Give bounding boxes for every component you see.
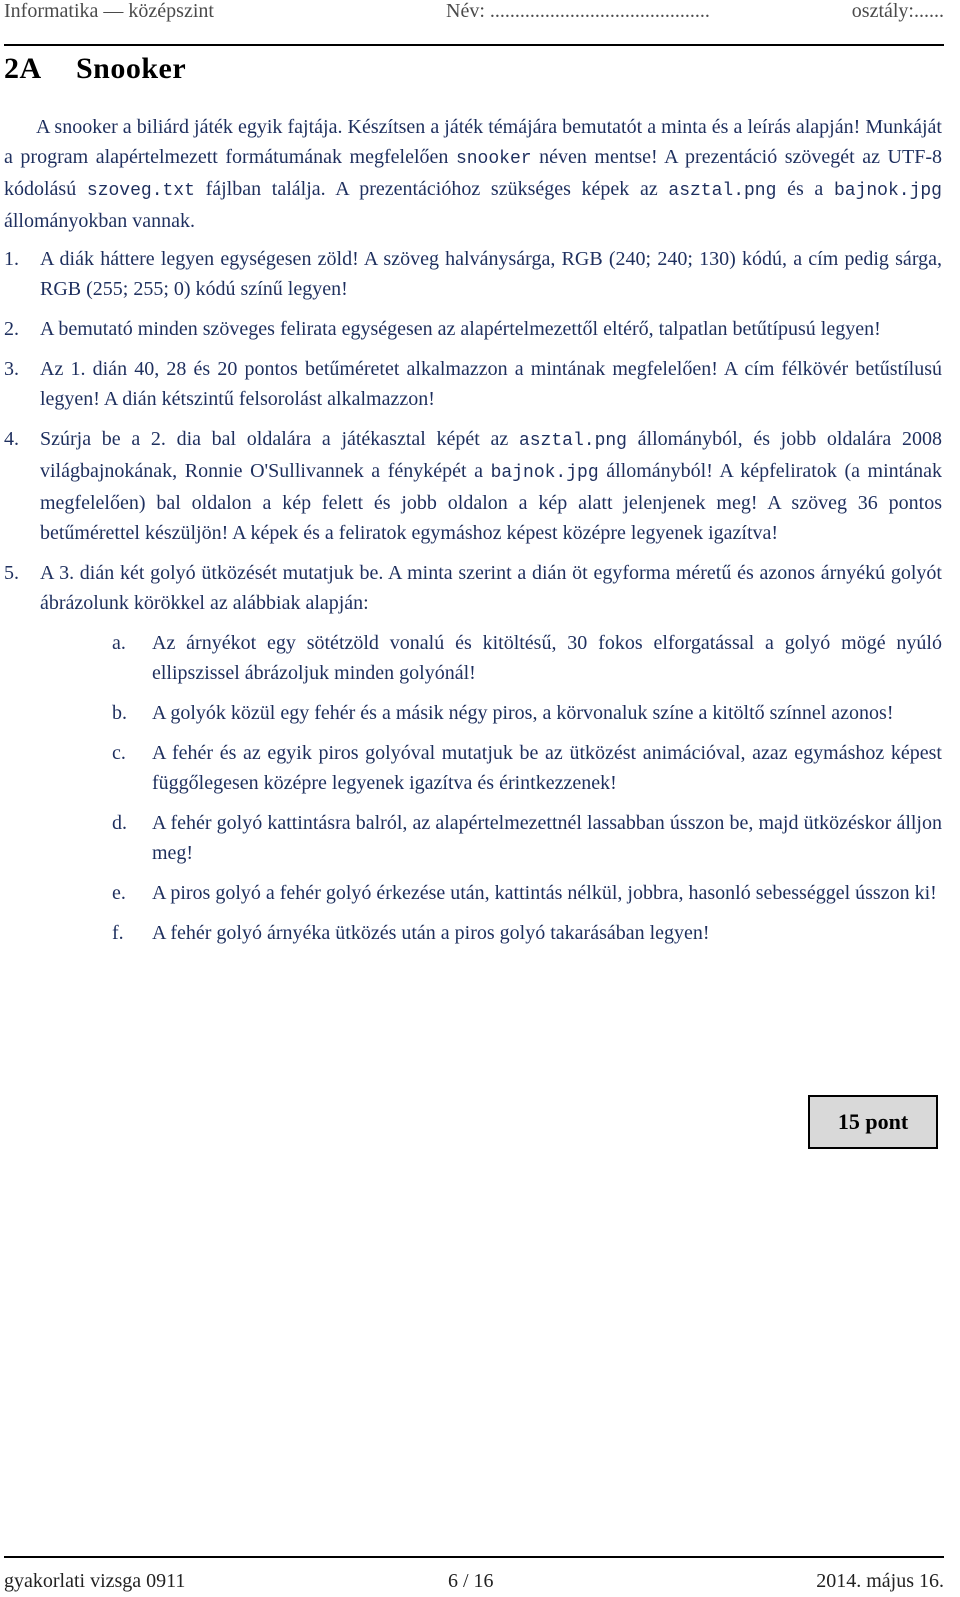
filename-asztal: asztal.png bbox=[518, 431, 627, 451]
task-text: Szúrja be a 2. dia bal oldalára a játékasztal képét az asztal.png állományból, és jobb oldalára 2008 világbajnokának, Ronnie O'Sullivannek a fényképét a bajnok.jpg állományból! A képfeliratok (a mintának megfelelően) bal oldalon a kép felett és jobb oldalon a kép alatt jelenjenek meg! A szöveg 36 pontos betűmérettel készüljön! A képek és a feliratok egymáshoz képest középre legyenek igazítva! bbox=[40, 428, 942, 544]
subtask-d bbox=[4, 808, 942, 868]
task-1 bbox=[4, 244, 942, 304]
points-box: 15 pont bbox=[808, 1095, 938, 1149]
subtask-text: Az árnyékot egy sötétzöld vonalú és kitöltésű, 30 fokos elforgatással a golyó mögé nyúló ellipszissel ábrázoljuk minden golyónál! bbox=[152, 632, 942, 684]
task-text: A 3. dián két golyó ütközését mutatjuk be. A minta szerint a dián öt egyforma méretű és azonos árnyékú golyót ábrázolunk körökkel az alábbiak alapján: bbox=[40, 562, 942, 614]
subtask-b bbox=[4, 698, 942, 728]
task-5 bbox=[4, 558, 942, 618]
task-number: 4. bbox=[4, 428, 19, 450]
section-heading bbox=[4, 52, 186, 86]
filename-bajnok: bajnok.jpg bbox=[833, 181, 942, 201]
footer-exam-code: gyakorlati vizsga 0911 bbox=[4, 1570, 186, 1592]
subtask-letter: b. bbox=[112, 702, 127, 724]
subtask-letter: a. bbox=[112, 632, 126, 654]
page-header bbox=[4, 0, 944, 30]
task-text: A diák háttere legyen egységesen zöld! A szöveg halványsárga, RGB (240; 240; 130) kódú, a cím pedig sárga, RGB (255; 255; 0) kódú színű legyen! bbox=[40, 248, 942, 300]
subtask-c bbox=[4, 738, 942, 798]
filename-szoveg: szoveg.txt bbox=[86, 181, 195, 201]
task-number: 3. bbox=[4, 358, 19, 380]
task-number: 1. bbox=[4, 248, 19, 270]
header-subject: Informatika — középszint bbox=[4, 0, 214, 22]
filename-asztal: asztal.png bbox=[668, 181, 777, 201]
header-class-field: osztály:...... bbox=[851, 0, 944, 22]
subtask-letter: d. bbox=[112, 812, 127, 834]
subtask-a bbox=[4, 628, 942, 688]
subtask-letter: e. bbox=[112, 882, 126, 904]
subtask-text: A fehér golyó kattintásra balról, az alapértelmezettnél lassabban ússzon be, majd ütközéskor álljon meg! bbox=[152, 812, 942, 864]
task-number: 2. bbox=[4, 318, 19, 340]
subtask-text: A piros golyó a fehér golyó érkezése után, kattintás nélkül, jobbra, hasonló sebességgel ússzon ki! bbox=[152, 882, 937, 904]
footer-rule bbox=[4, 1556, 944, 1558]
subtask-letter: f. bbox=[112, 922, 124, 944]
section-number: 2A bbox=[4, 52, 42, 85]
filename-bajnok: bajnok.jpg bbox=[490, 463, 599, 483]
subtask-text: A fehér és az egyik piros golyóval mutatjuk be az ütközést animációval, azaz egymáshoz képest függőlegesen középre legyenek igazítva és érintkezzenek! bbox=[152, 742, 942, 794]
header-rule bbox=[4, 44, 944, 46]
subtask-text: A fehér golyó árnyéka ütközés után a piros golyó takarásában legyen! bbox=[152, 922, 710, 944]
section-title: Snooker bbox=[76, 52, 187, 85]
footer-page-number: 6 / 16 bbox=[448, 1570, 494, 1592]
task-4 bbox=[4, 424, 942, 548]
subtask-text: A golyók közül egy fehér és a másik négy piros, a körvonaluk színe a kitöltő színnel azonos! bbox=[152, 702, 894, 724]
task-body bbox=[4, 112, 942, 958]
intro-paragraph: A snooker a biliárd játék egyik fajtája. Készítsen a játék témájára bemutatót a minta és a leírás alapján! Munkáját a program alapértelmezett formátumának megfelelően snooker néven mentse! A prezentáció szövegét az UTF-8 kódolású szoveg.txt fájlban találja. A prezentációhoz szükséges képek az asztal.png és a bajnok.jpg állományokban vannak. bbox=[4, 116, 942, 232]
subtask-e bbox=[4, 878, 942, 908]
filename-snooker: snooker bbox=[455, 149, 532, 169]
task-3 bbox=[4, 354, 942, 414]
task-text: A bemutató minden szöveges felirata egységesen az alapértelmezettől eltérő, talpatlan betűtípusú legyen! bbox=[40, 318, 881, 340]
footer-date: 2014. május 16. bbox=[816, 1570, 944, 1592]
subtask-letter: c. bbox=[112, 742, 126, 764]
task-number: 5. bbox=[4, 562, 19, 584]
subtask-f bbox=[4, 918, 942, 948]
task-2 bbox=[4, 314, 942, 344]
task-text: Az 1. dián 40, 28 és 20 pontos betűméretet alkalmazzon a mintának megfelelően! A cím félkövér betűstílusú legyen! A dián kétszintű felsorolást alkalmazzon! bbox=[40, 358, 942, 410]
header-name-field: Név: ............................................ bbox=[446, 0, 710, 22]
